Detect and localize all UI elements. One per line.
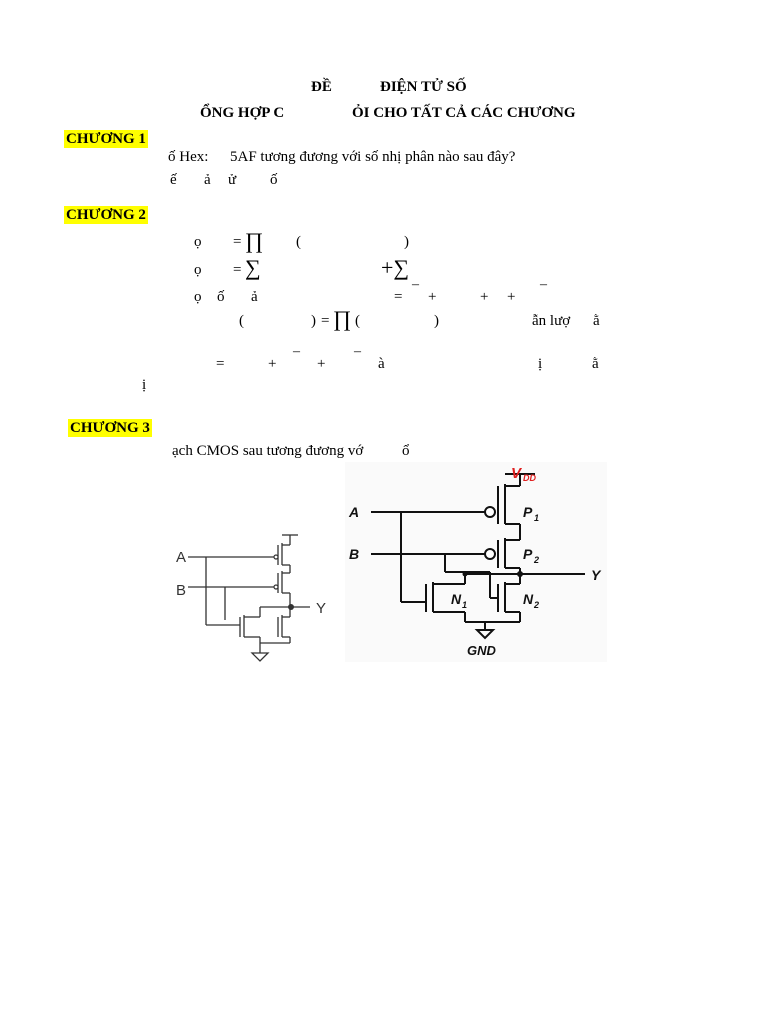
title-prefix: ĐỀ [311,79,332,95]
ch2-l5-a2: ằ [592,356,599,372]
chapter-3-label: CHƯƠNG 3 [70,420,150,436]
ch1-fragment: ế [170,172,177,188]
ch2-l3-plus: + [507,289,516,305]
circuit-small-label-b: B [176,582,187,599]
ch2-l5-plus: + [317,356,326,372]
ch3-question: ạch CMOS sau tương đương vớ [172,443,364,459]
chapter-2-label: CHƯƠNG 2 [66,207,146,223]
ch2-l3-o: ọ [194,289,202,305]
subtitle-part-2: ỎI CHO TẤT CẢ CÁC CHƯƠNG [352,105,576,121]
ch2-l5-a: à [378,356,385,372]
ch1-fragment: ử [228,172,237,188]
ch2-l6-i: ị [142,377,147,393]
ch2-l4-lparen2: ( [355,313,360,329]
ch2-l1-lparen: ( [296,234,301,250]
circuit-large-label-y: Y [591,567,601,583]
ch2-l4-rparen: ) [311,313,316,329]
ch2-l4-fragment: ằ [593,313,600,329]
p2-subscript: 2 [534,555,540,565]
p1-subscript: 1 [534,513,540,523]
gnd-label: GND [467,643,496,658]
cmos-circuit-large [345,462,607,662]
circuit-large-label-a: A [349,504,360,520]
ch2-l3-eq: = [394,289,403,305]
subtitle-part-1: ỔNG HỢP C [200,105,285,121]
ch2-l4-rparen2: ) [434,313,439,329]
circuit-large-label-b: B [349,546,360,562]
vdd-label: V [511,465,522,482]
n2-label: N [523,591,534,607]
ch2-l5-plus: + [268,356,277,372]
ch2-l1-eq: = [233,234,242,250]
ch3-fragment: ổ [402,443,410,459]
n1-label: N [451,591,462,607]
title-subject: ĐIỆN TỬ SỐ [380,79,467,95]
ch1-question-prefix: ố Hex: [168,149,209,165]
chapter-1-label: CHƯƠNG 1 [66,131,146,147]
ch1-fragment: ả [204,172,211,188]
vdd-subscript: DD [523,473,536,483]
cmos-circuit-small [170,525,340,670]
overbar-mark: – [293,344,300,359]
ch2-l4-lparen: ( [239,313,244,329]
ch2-l3-a: ả [251,289,258,305]
ch1-fragment: ố [270,172,278,188]
ch2-l5-i: ị [538,356,543,372]
ch2-l4-eq: = [321,313,330,329]
ch2-l2-eq: = [233,262,242,278]
overbar-mark: – [354,344,361,359]
ch2-l2-o: ọ [194,262,202,278]
product-symbol: ∏ [333,306,352,331]
ch2-l4-fragment: ẫn lượ [532,313,571,329]
overbar-mark: – [412,277,419,292]
ch2-l3-plus: + [428,289,437,305]
ch2-l1-o: ọ [194,234,202,250]
circuit-small-label-y: Y [316,600,327,617]
overbar-mark: – [540,277,547,292]
ch2-l3-plus: + [480,289,489,305]
n2-subscript: 2 [534,600,540,610]
product-symbol: ∏ [245,228,264,253]
n1-subscript: 1 [462,600,468,610]
ch1-question-text: 5AF tương đương với số nhị phân nào sau đây? [230,149,516,165]
ch2-l3-o2: ố [217,289,225,305]
ch2-l5-eq: = [216,356,225,372]
p2-label: P [523,546,533,562]
circuit-small-label-a: A [176,549,187,566]
ch2-l1-rparen: ) [404,234,409,250]
p1-label: P [523,504,533,520]
plus-sum-symbol: +∑ [381,255,410,280]
sum-symbol: ∑ [245,255,261,280]
